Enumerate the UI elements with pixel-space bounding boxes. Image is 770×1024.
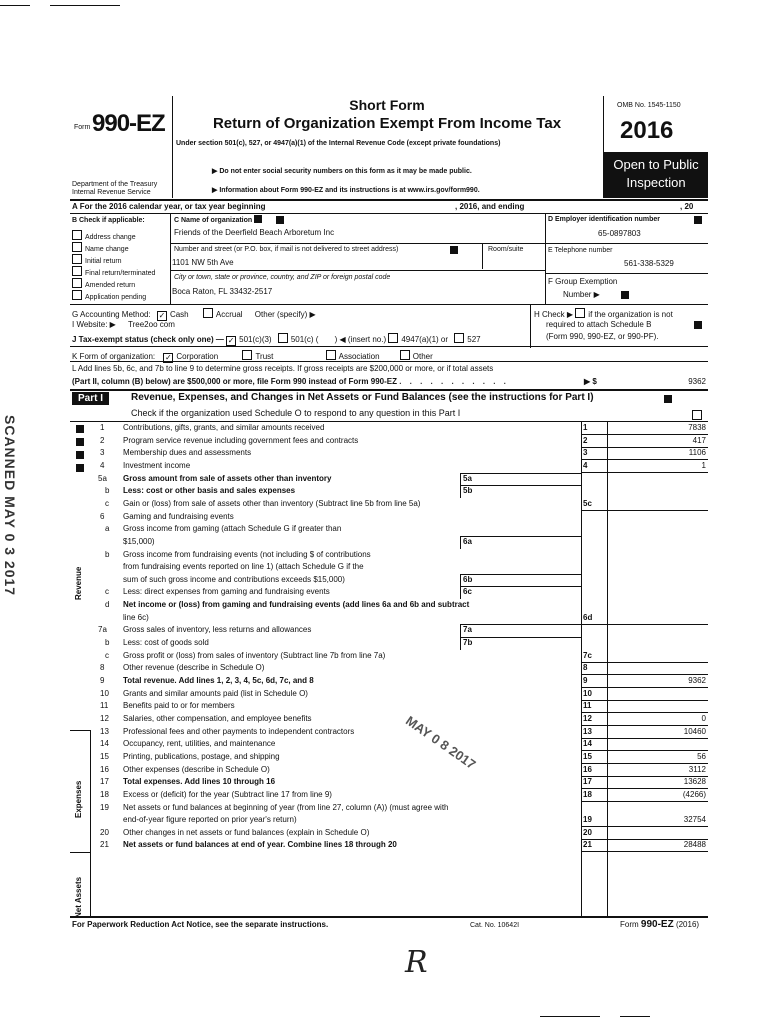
- sub-line-amount-box[interactable]: [460, 536, 582, 549]
- line-h-3: (Form 990, 990-EZ, or 990-PF).: [546, 332, 659, 341]
- line-number: c: [105, 498, 109, 508]
- line-number: 14: [100, 739, 109, 749]
- part1-line-row: [0, 650, 770, 663]
- form-subtitle: Under section 501(c), 527, or 4947(a)(1) of the Internal Revenue Code (except private foundations): [176, 140, 501, 147]
- b-final-return[interactable]: Final return/terminated: [72, 266, 155, 278]
- line-box-number: 18: [583, 789, 592, 799]
- checkbox[interactable]: [72, 278, 82, 288]
- line-description: Membership dues and assessments: [123, 448, 252, 458]
- scan-edge-top-2: [50, 5, 120, 6]
- street-label: Number and street (or P.O. box, if mail is not delivered to street address): [174, 246, 399, 253]
- line-number: 3: [100, 448, 105, 458]
- line-number: 19: [100, 802, 109, 812]
- line-box-number: 4: [583, 460, 588, 470]
- form-title: Return of Organization Exempt From Income Tax: [212, 115, 562, 132]
- initial-mark: R: [405, 945, 428, 980]
- sub-line-amount-box[interactable]: [460, 586, 582, 599]
- line-number: 10: [100, 688, 109, 698]
- rule-street: [170, 270, 545, 271]
- line-description: from fundraising events reported on line 1) (attach Schedule G if the: [123, 562, 364, 572]
- dept-treasury: Department of the Treasury: [72, 181, 158, 188]
- line-box-number: 9: [583, 676, 588, 685]
- line-amount[interactable]: 9362: [688, 676, 706, 685]
- sub-line-box: 6c: [463, 587, 472, 597]
- line-l-1: L Add lines 5b, 6c, and 7b to line 9 to determine gross receipts. If gross receipts are $200,000 or more, or if total assets: [72, 364, 494, 373]
- line-amount[interactable]: 13628: [683, 777, 706, 787]
- association-checkbox[interactable]: [326, 350, 336, 360]
- tax-year: 2016: [620, 117, 674, 144]
- line-box-number: 14: [583, 739, 592, 749]
- part1-line-row: [0, 599, 770, 612]
- gross-receipts-value: 9362: [688, 377, 706, 386]
- part1-line-row: [0, 764, 770, 777]
- sub-line-box: 7a: [463, 625, 472, 635]
- line-number: 12: [100, 713, 109, 723]
- rule-j: [70, 346, 708, 347]
- line-box-number: 7c: [583, 650, 592, 660]
- gh-divider: [530, 304, 531, 348]
- line-number: 15: [100, 751, 109, 761]
- rule-e: [545, 273, 708, 274]
- part1-schedule-o-checkbox[interactable]: [692, 410, 702, 420]
- checkbox[interactable]: [72, 230, 82, 240]
- sub-line-amount-box[interactable]: [460, 637, 582, 650]
- line-amount[interactable]: 1: [701, 460, 706, 470]
- form-number: 990-EZ: [92, 110, 165, 137]
- line-description: Total revenue. Add lines 1, 2, 3, 4, 5c, 6d, 7c, and 8: [123, 676, 314, 685]
- part1-line-row: [0, 422, 770, 435]
- cash-checkbox[interactable]: ✓: [158, 311, 166, 320]
- line-amount[interactable]: 417: [692, 435, 706, 445]
- 501c3-checkbox[interactable]: ✓: [227, 336, 235, 345]
- line-amount[interactable]: 56: [697, 751, 706, 761]
- checkbox[interactable]: [72, 254, 82, 264]
- part1-line-row: [0, 511, 770, 524]
- b-application-pending[interactable]: Application pending: [72, 290, 155, 302]
- line-box-number: 15: [583, 751, 592, 761]
- part1-line-row: [0, 789, 770, 802]
- ein-value: 65-0897803: [598, 229, 641, 238]
- line-description: sum of such gross income and contributions exceeds $15,000): [123, 574, 345, 584]
- line-description: Net assets or fund balances at beginning of year (from line 27, column (A)) (must agree with: [123, 802, 449, 812]
- line-number: b: [105, 549, 110, 559]
- line-box-number: 19: [583, 815, 592, 825]
- line-number: 4: [100, 460, 105, 470]
- line-description: end-of-year figure reported on prior year's return): [123, 815, 297, 825]
- part1-line-row: [0, 839, 770, 852]
- line-number: d: [105, 600, 110, 610]
- b-initial-return[interactable]: Initial return: [72, 254, 155, 266]
- room-label: Room/suite: [488, 246, 524, 253]
- sub-line-amount-box[interactable]: [460, 485, 582, 498]
- schedule-b-checkbox[interactable]: [575, 308, 585, 318]
- cat-number: Cat. No. 10642I: [470, 922, 520, 929]
- part1-title: Revenue, Expenses, and Changes in Net Assets or Fund Balances (see the instructions for Part I): [131, 392, 594, 403]
- street-info-icon: [450, 246, 458, 254]
- 527-checkbox[interactable]: [454, 333, 464, 343]
- org-box-right: [545, 213, 546, 305]
- line-box-number: 20: [583, 827, 592, 837]
- amount-rule: [581, 851, 708, 852]
- line-box-number: 8: [583, 663, 588, 673]
- scan-edge-bottom-2: [620, 1016, 650, 1017]
- line-box-number: 21: [583, 840, 592, 850]
- part1-line-row: [0, 662, 770, 675]
- line-description: Salaries, other compensation, and employee benefits: [123, 713, 312, 723]
- line-description: Other changes in net assets or fund balances (explain in Schedule O): [123, 827, 370, 837]
- irs-label: Internal Revenue Service: [72, 189, 151, 196]
- line-number: 13: [100, 726, 109, 736]
- received-stamp: MAY 0 8 2017: [403, 712, 479, 773]
- line-g: G Accounting Method: ✓ Cash Accrual Other (specify) ▶: [72, 310, 316, 320]
- line-description: $15,000): [123, 536, 155, 546]
- line-description: Professional fees and other payments to independent contractors: [123, 726, 355, 736]
- part1-line-row: [0, 624, 770, 637]
- line-number: 20: [100, 827, 109, 837]
- line-j: J Tax-exempt status (check only one) — ✓ 501(c)(3) 501(c) ( ) ◀ (insert no.) 4947(a)(1) or 527: [72, 335, 481, 345]
- line-description: Program service revenue including government fees and contracts: [123, 435, 359, 445]
- line-description: Less: cost of goods sold: [123, 638, 209, 648]
- part1-line-row: [0, 485, 770, 498]
- line-amount[interactable]: 10460: [683, 726, 706, 736]
- sub-line-box: 7b: [463, 638, 473, 648]
- line-number: 11: [100, 701, 109, 711]
- line-description: Net assets or fund balances at end of year. Combine lines 18 through 20: [123, 840, 397, 850]
- line-number: 17: [100, 777, 109, 787]
- line-description: Occupancy, rent, utilities, and maintenance: [123, 739, 276, 749]
- room-divider: [482, 243, 483, 269]
- sub-line-box: 5a: [463, 473, 472, 483]
- line-a-ending: , 2016, and ending: [455, 202, 525, 211]
- line-description: Less: cost or other basis and sales expenses: [123, 486, 296, 496]
- notice-ssn: ▶ Do not enter social security numbers on this form as it may be made public.: [212, 168, 472, 175]
- f-info-icon: [621, 291, 629, 299]
- org-name: Friends of the Deerfield Beach Arboretum Inc: [174, 228, 335, 237]
- part1-line-row: [0, 536, 770, 549]
- 4947-checkbox[interactable]: [388, 333, 398, 343]
- part1-line-row: [0, 498, 770, 511]
- line-description: Other expenses (describe in Schedule O): [123, 764, 270, 774]
- expenses-side-label: Expenses: [74, 780, 83, 818]
- part1-line-row: [0, 549, 770, 562]
- line-description: Grants and similar amounts paid (list in Schedule O): [123, 688, 308, 698]
- line-a-20: , 20: [680, 202, 694, 211]
- part1-line-row: [0, 435, 770, 448]
- b-name-change[interactable]: Name change: [72, 242, 155, 254]
- part1-line-row: [0, 776, 770, 789]
- line-box-number: 10: [583, 688, 592, 698]
- part1-line-row: [0, 523, 770, 536]
- line-h: H Check ▶ if the organization is not: [534, 310, 673, 319]
- line-number: 9: [100, 676, 105, 685]
- street-address: 1101 NW 5th Ave: [172, 258, 234, 267]
- part1-line-row: [0, 561, 770, 574]
- line-h-2: required to attach Schedule B: [546, 320, 652, 329]
- line-number: 5a: [98, 473, 107, 483]
- trust-checkbox[interactable]: [242, 350, 252, 360]
- sub-line-box: 6b: [463, 574, 473, 584]
- line-number: b: [105, 486, 110, 496]
- checkbox[interactable]: [72, 290, 82, 300]
- line-number: 18: [100, 789, 109, 799]
- f-label: F Group Exemption: [548, 277, 618, 286]
- line-box-number: 6d: [583, 612, 593, 622]
- checkbox[interactable]: [72, 242, 82, 252]
- part1-line-row: [0, 473, 770, 486]
- line-box-number: 12: [583, 713, 592, 723]
- rule-l: [70, 389, 708, 391]
- part1-line-row: [0, 827, 770, 840]
- rule-d: [545, 243, 708, 244]
- line-box-number: 1: [583, 423, 588, 432]
- part1-line-row: [0, 700, 770, 713]
- line-amount[interactable]: 0: [701, 713, 706, 723]
- part1-line-row: [0, 586, 770, 599]
- part1-schedule-o-check: Check if the organization used Schedule O to respond to any question in this Part I: [131, 408, 461, 418]
- line-description: line 6c): [123, 612, 149, 622]
- b-amended-return[interactable]: Amended return: [72, 278, 155, 290]
- line-amount[interactable]: 32754: [683, 815, 706, 825]
- notice-info: ▶ Information about Form 990-EZ and its instructions is at www.irs.gov/form990.: [212, 187, 480, 194]
- line-i: I Website: ▶ Tree2oo com: [72, 320, 175, 329]
- net-assets-side-label: Net Assets: [74, 876, 83, 918]
- part1-line-row: [0, 726, 770, 739]
- line-description: Less: direct expenses from gaming and fundraising events: [123, 587, 330, 597]
- rule-org-bottom: [70, 304, 708, 305]
- checkbox[interactable]: [72, 266, 82, 276]
- short-form-title: Short Form: [349, 97, 425, 113]
- city-label: City or town, state or province, country, and ZIP or foreign postal code: [174, 274, 391, 281]
- sub-line-amount-box[interactable]: [460, 473, 582, 486]
- part1-line-row: [0, 688, 770, 701]
- scan-edge-top: [0, 5, 30, 6]
- part1-line-row: [0, 574, 770, 587]
- open-public-text: Open to Public: [613, 157, 699, 172]
- part1-tag: Part I: [72, 392, 109, 405]
- part1-line-row: [0, 637, 770, 650]
- 501c-checkbox[interactable]: [278, 333, 288, 343]
- line-amount[interactable]: (4266): [682, 789, 706, 799]
- c-info-icon: [276, 216, 284, 224]
- line-number: 21: [100, 840, 109, 850]
- e-label: E Telephone number: [548, 247, 613, 254]
- rule-line-a: [70, 213, 708, 214]
- scan-edge-bottom: [540, 1016, 600, 1017]
- line-box-number: 5c: [583, 498, 592, 508]
- open-public-box: [604, 152, 708, 198]
- form-label: Form: [74, 124, 91, 131]
- line-amount[interactable]: 1106: [688, 448, 706, 458]
- line-number: a: [105, 524, 110, 534]
- part1-line-row: [0, 802, 770, 815]
- omb-number: OMB No. 1545-1150: [617, 102, 681, 109]
- line-number: 1: [100, 423, 105, 432]
- d-info-icon: [694, 216, 702, 224]
- line-description: Gross profit or (loss) from sales of inventory (Subtract line 7b from line 7a): [123, 650, 386, 660]
- revenue-side-label: Revenue: [74, 566, 83, 600]
- line-amount[interactable]: 3112: [688, 764, 706, 774]
- line-a: A For the 2016 calendar year, or tax year beginning: [72, 202, 266, 211]
- footer-form: Form 990-EZ (2016): [620, 919, 700, 930]
- line-amount[interactable]: 28488: [683, 840, 706, 850]
- line-description: Gross sales of inventory, less returns and allowances: [123, 625, 312, 635]
- line-number: c: [105, 587, 109, 597]
- rule-k: [70, 361, 708, 362]
- paperwork-notice: For Paperwork Reduction Act Notice, see the separate instructions.: [72, 920, 329, 929]
- line-number: 16: [100, 764, 109, 774]
- line-box-number: 11: [583, 701, 592, 711]
- line-description: Total expenses. Add lines 10 through 16: [123, 777, 276, 787]
- line-number: c: [105, 650, 109, 660]
- line-k: K Form of organization: ✓ Corporation Trust Association Other: [72, 352, 433, 362]
- sub-line-box: 6a: [463, 536, 472, 546]
- part1-line-row: [0, 738, 770, 751]
- d-label: D Employer identification number: [548, 216, 661, 223]
- org-box-left: [170, 213, 171, 305]
- line-description: Gross amount from sale of assets other than inventory: [123, 473, 332, 483]
- accrual-checkbox[interactable]: [203, 308, 213, 318]
- line-description: Gross income from fundraising events (not including $ of contributions: [123, 549, 371, 559]
- part1-line-row: [0, 675, 770, 688]
- line-description: Net income or (loss) from gaming and fundraising events (add lines 6a and 6b and subtract: [123, 600, 470, 610]
- line-l-arrow: ▶ $: [584, 377, 597, 386]
- line-box-number: 2: [583, 435, 588, 445]
- sub-line-amount-box[interactable]: [460, 574, 582, 587]
- line-box-number: 13: [583, 726, 592, 736]
- corporation-checkbox[interactable]: ✓: [165, 353, 172, 362]
- other-checkbox[interactable]: [400, 350, 410, 360]
- line-number: 7a: [98, 625, 107, 635]
- line-description: Benefits paid to or for members: [123, 701, 235, 711]
- line-description: Printing, publications, postage, and shipping: [123, 751, 280, 761]
- line-description: Contributions, gifts, grants, and similar amounts received: [123, 423, 325, 432]
- line-number: 8: [100, 663, 105, 673]
- part1-info-icon: [664, 395, 672, 403]
- c-label: C Name of organization: [174, 215, 262, 225]
- scanned-stamp: SCANNED MAY 0 3 2017: [2, 415, 18, 597]
- part1-line-row: [0, 713, 770, 726]
- inspection-text: Inspection: [626, 175, 686, 190]
- line-amount[interactable]: 7838: [688, 423, 706, 432]
- line-description: Investment income: [123, 460, 191, 470]
- f-number-label: Number ▶: [563, 290, 600, 299]
- line-box-number: 16: [583, 764, 592, 774]
- line-box-number: 3: [583, 448, 588, 458]
- part1-line-row: [0, 447, 770, 460]
- b-address-change[interactable]: Address change: [72, 230, 155, 242]
- part1-line-row: [0, 460, 770, 473]
- line-description: Gross income from gaming (attach Schedule G if greater than: [123, 524, 342, 534]
- phone-value: 561-338-5329: [624, 259, 674, 268]
- part1-line-row: [0, 612, 770, 625]
- rule-header-bottom: [70, 199, 708, 201]
- section-b-label: B Check if applicable:: [72, 217, 145, 224]
- line-number: b: [105, 638, 110, 648]
- line-description: Excess or (deficit) for the year (Subtract line 17 from line 9): [123, 789, 332, 799]
- line-number: 6: [100, 511, 105, 521]
- city-address: Boca Raton, FL 33432-2517: [172, 287, 273, 296]
- rule-part1-bottom: [70, 916, 708, 918]
- line-description: Gaming and fundraising events: [123, 511, 234, 521]
- line-description: Other revenue (describe in Schedule O): [123, 663, 265, 673]
- rule-org-name: [170, 243, 545, 244]
- line-box-number: 17: [583, 777, 592, 787]
- h-info-icon: [694, 321, 702, 329]
- part1-line-row: [0, 814, 770, 827]
- part1-line-row: [0, 751, 770, 764]
- sub-line-box: 5b: [463, 486, 473, 496]
- line-l-2: (Part II, column (B) below) are $500,000 or more, file Form 990 instead of Form 990-EZ . . . . . . . . . . .: [72, 377, 509, 386]
- line-number: 2: [100, 435, 105, 445]
- line-description: Gain or (loss) from sale of assets other than inventory (Subtract line 5b from line 5a): [123, 498, 421, 508]
- section-b-list: [72, 230, 155, 302]
- sub-line-amount-box[interactable]: [460, 624, 582, 637]
